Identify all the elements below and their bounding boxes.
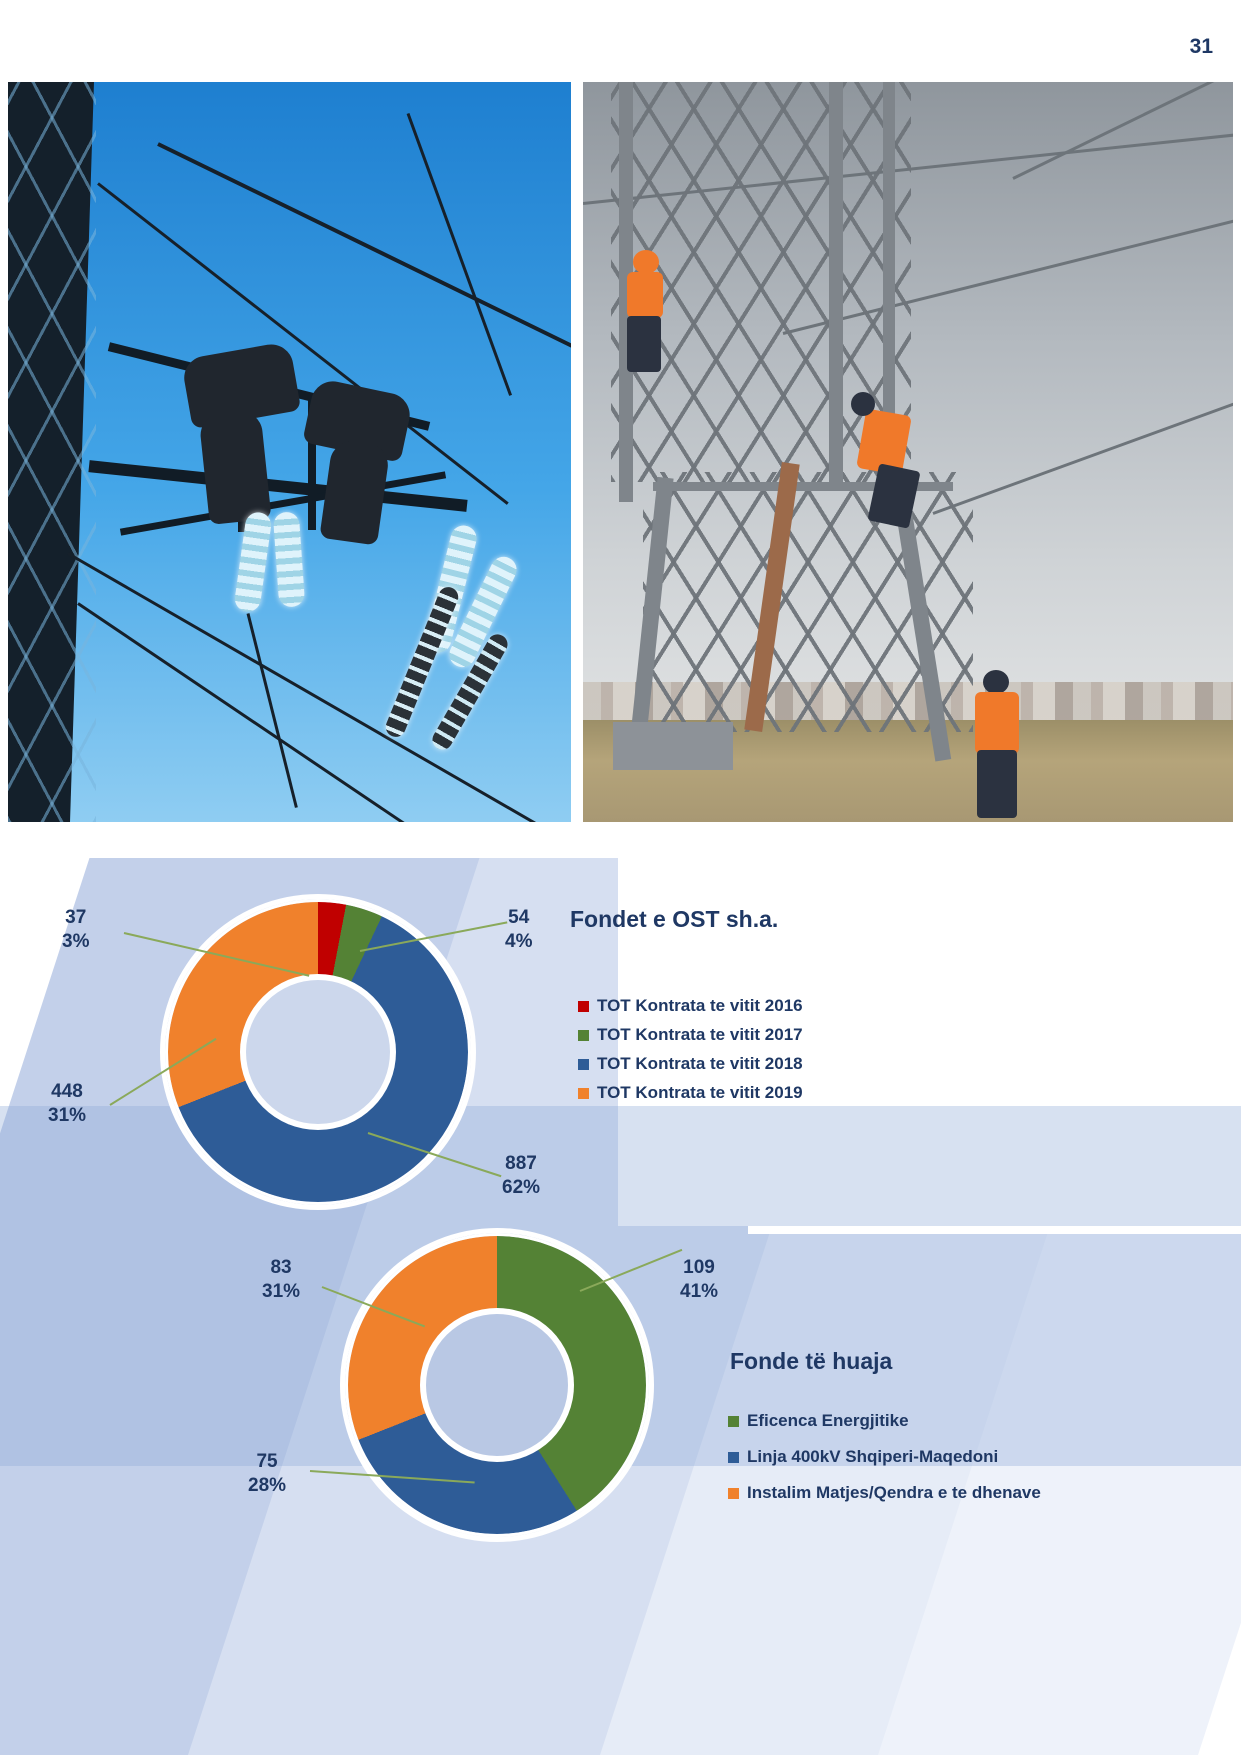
legend-swatch-icon	[578, 1059, 589, 1070]
legend-label: TOT Kontrata te vitit 2017	[597, 1025, 803, 1044]
data-label-instalim: 83 31%	[262, 1257, 301, 1302]
legend-label: TOT Kontrata te vitit 2018	[597, 1054, 803, 1073]
data-label-2018: 887 62%	[502, 1153, 541, 1198]
legend-swatch-icon	[578, 1088, 589, 1099]
worker-legs	[627, 316, 661, 372]
legend-item	[578, 996, 803, 1016]
worker-figure	[198, 409, 271, 525]
drop-wire	[247, 613, 298, 808]
data-label-2019: 448 31%	[48, 1081, 87, 1126]
data-label-linja: 75 28%	[248, 1451, 287, 1496]
photo-linemen-insulators	[8, 82, 571, 822]
legend-swatch-icon	[578, 1030, 589, 1041]
data-label-2017: 54 4%	[505, 907, 533, 952]
power-line	[157, 142, 571, 352]
background-white-divider	[748, 1226, 1241, 1234]
data-label-eficenca: 109 41%	[680, 1257, 719, 1302]
worker-vest	[975, 692, 1019, 754]
donut-hole	[426, 1314, 568, 1456]
charts-panel	[0, 858, 1241, 1755]
legend-label: TOT Kontrata te vitit 2019	[597, 1083, 803, 1102]
legend-swatch-icon	[728, 1488, 739, 1499]
tower-leg	[829, 82, 843, 482]
worker-head	[983, 670, 1009, 694]
tower-lattice	[8, 82, 96, 822]
chart-legend-huaja	[728, 1411, 1041, 1519]
legend-label: Eficenca Energjitike	[747, 1411, 909, 1430]
legend-swatch-icon	[578, 1001, 589, 1012]
chart-title-ost: Fondet e OST sh.a.	[570, 906, 779, 932]
worker-figure	[319, 438, 390, 545]
legend-item	[578, 1083, 803, 1103]
power-line	[407, 113, 512, 396]
legend-label: Instalim Matjes/Qendra e te dhenave	[747, 1483, 1041, 1502]
legend-label: Linja 400kV Shqiperi-Maqedoni	[747, 1447, 999, 1466]
legend-swatch-icon	[728, 1416, 739, 1427]
legend-item	[728, 1483, 1041, 1503]
photo-tower-climbers	[583, 82, 1233, 822]
legend-item	[578, 1054, 803, 1074]
legend-item	[728, 1447, 1041, 1467]
power-line	[97, 182, 509, 505]
page-number: 31	[1189, 35, 1213, 58]
legend-item	[728, 1411, 1041, 1431]
legend-swatch-icon	[728, 1452, 739, 1463]
worker-head	[851, 392, 875, 416]
tower-foundation	[613, 722, 733, 770]
donut-chart-ost	[168, 902, 468, 1202]
chart-title-huaja: Fonde të huaja	[730, 1348, 893, 1374]
donut-hole	[246, 980, 390, 1124]
glass-insulator-string	[273, 511, 306, 608]
legend-label: TOT Kontrata te vitit 2016	[597, 996, 803, 1015]
chart-legend-ost	[578, 996, 803, 1112]
worker-vest	[627, 272, 663, 318]
worker-helmet	[633, 250, 659, 274]
data-label-2016: 37 3%	[62, 907, 90, 952]
legend-item	[578, 1025, 803, 1045]
worker-legs	[977, 750, 1017, 818]
